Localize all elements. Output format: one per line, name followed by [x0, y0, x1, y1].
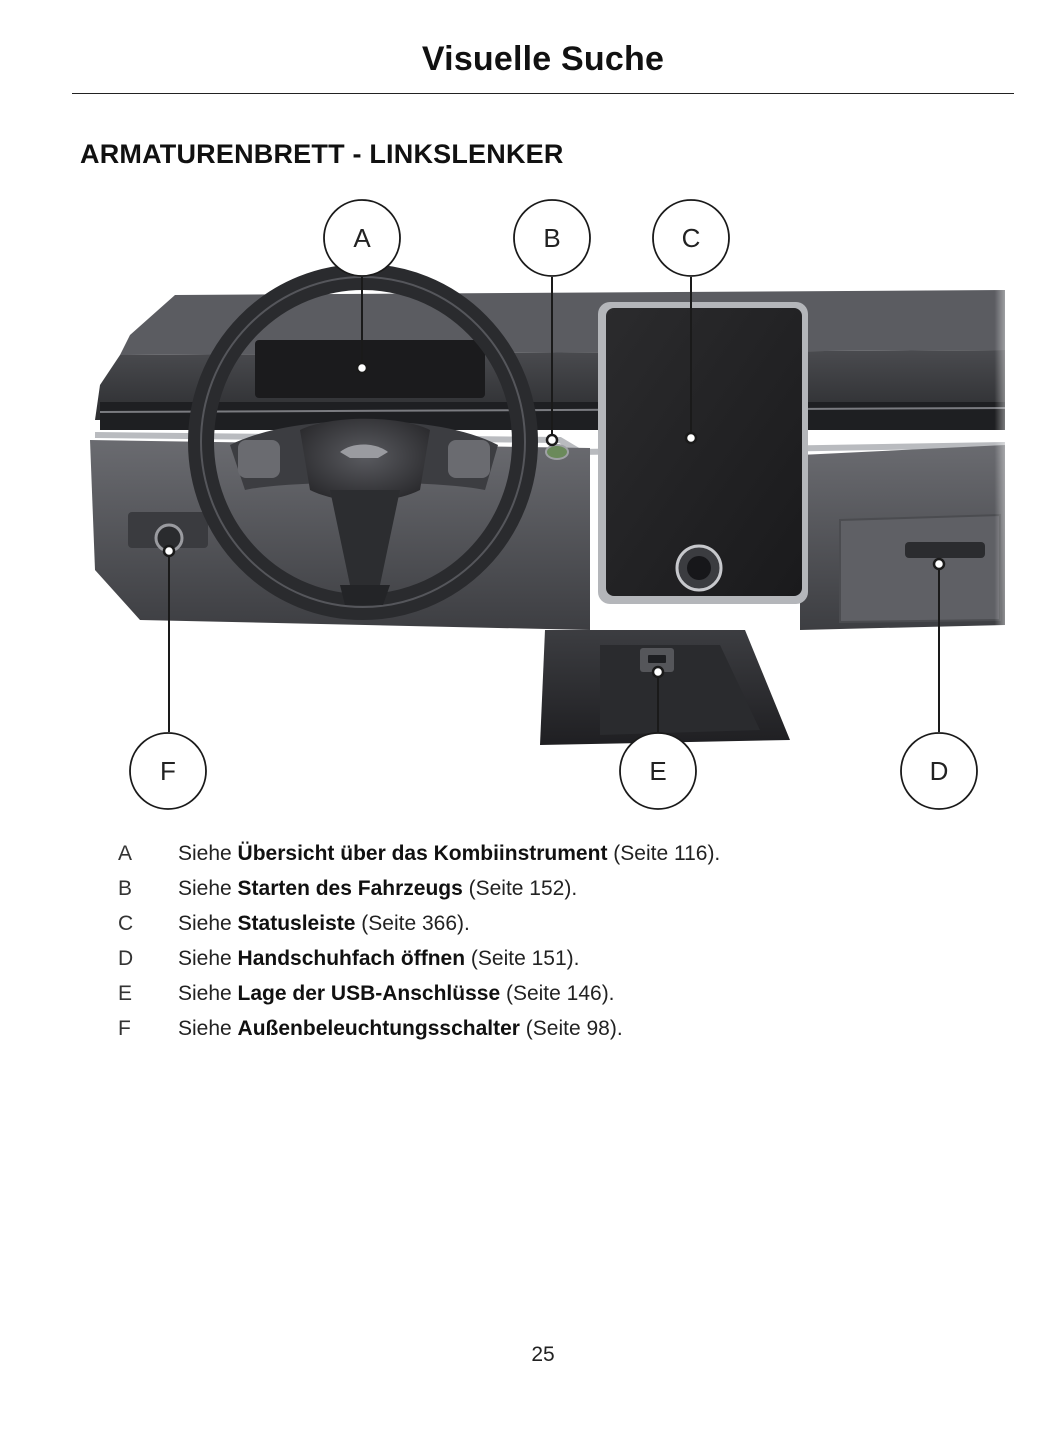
section-title: ARMATURENBRETT - LINKSLENKER: [80, 139, 564, 169]
page-header-title: Visuelle Suche: [421, 40, 665, 78]
instrument-cluster-screen: [255, 340, 485, 398]
callout-d: [901, 733, 977, 809]
svg-text:D: D: [929, 756, 949, 786]
legend-list: [118, 842, 1018, 1052]
legend-topic-link: Handschuhfach öffnen: [237, 947, 466, 970]
callout-e: [620, 733, 696, 809]
legend-topic-link: Starten des Fahrzeugs: [237, 877, 463, 900]
legend-letter: E: [118, 982, 133, 1005]
legend-topic-link: Außenbeleuchtungsschalter: [237, 1017, 520, 1040]
legend-topic-link: Statusleiste: [237, 912, 356, 935]
svg-text:F: F: [160, 756, 176, 786]
legend-letter: F: [118, 1017, 131, 1040]
legend-text: Siehe Handschuhfach öffnen (Seite 151).: [178, 947, 580, 970]
svg-text:E: E: [649, 756, 667, 786]
legend-text: Siehe Lage der USB-Anschlüsse (Seite 146).: [178, 982, 615, 1005]
legend-letter: A: [118, 842, 133, 865]
legend-topic-link: Übersicht über das Kombiinstrument: [237, 842, 608, 865]
legend-letter: B: [118, 877, 133, 900]
start-button: [546, 445, 568, 459]
callout-b: [514, 200, 590, 276]
header-divider: [72, 93, 1014, 94]
legend-text: Siehe Übersicht über das Kombiinstrument (Seite 116).: [178, 842, 721, 865]
callout-c: [653, 200, 729, 276]
legend-item-c: [118, 912, 1018, 947]
legend-text: Siehe Außenbeleuchtungsschalter (Seite 98).: [178, 1017, 623, 1040]
svg-text:B: B: [543, 223, 561, 253]
legend-item-f: [118, 1017, 1018, 1052]
svg-text:A: A: [353, 223, 371, 253]
legend-item-a: [118, 842, 1018, 877]
callout-a: [324, 200, 400, 276]
center-touchscreen: [598, 302, 808, 604]
callout-f: [130, 733, 206, 809]
legend-item-d: [118, 947, 1018, 982]
svg-text:C: C: [681, 223, 701, 253]
legend-item-e: [118, 982, 1018, 1017]
legend-item-b: [118, 877, 1018, 912]
legend-text: Siehe Starten des Fahrzeugs (Seite 152).: [178, 877, 578, 900]
dashboard-illustration: [0, 190, 1056, 820]
legend-topic-link: Lage der USB-Anschlüsse: [237, 982, 501, 1005]
legend-text: Siehe Statusleiste (Seite 366).: [178, 912, 470, 935]
legend-letter: D: [118, 947, 134, 970]
legend-letter: C: [118, 912, 134, 935]
page-number: 25: [531, 1343, 555, 1366]
